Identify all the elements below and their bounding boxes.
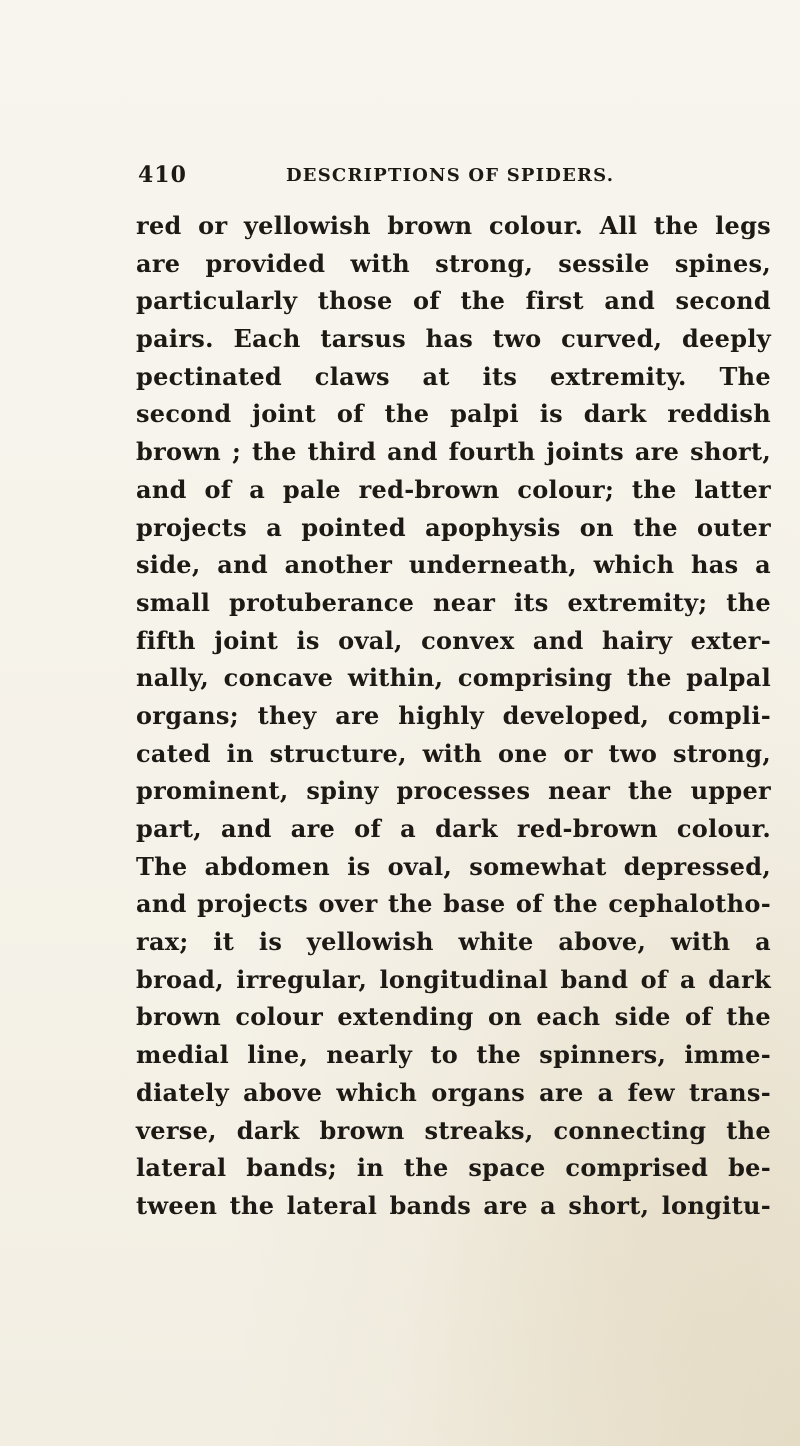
text-line: and of a pale red-brown colour; the latter	[136, 474, 771, 504]
text-line: and projects over the base of the cephalotho-	[136, 889, 771, 919]
text-line: cated in structure, with one or two strong,	[136, 738, 771, 768]
text-line: second joint of the palpi is dark reddish	[136, 399, 771, 429]
text-line: rax; it is yellowish white above, with a	[136, 927, 771, 957]
text-line: small protuberance near its extremity; the	[136, 587, 771, 617]
text-line: verse, dark brown streaks, connecting the	[136, 1115, 771, 1145]
running-head: DESCRIPTIONS OF SPIDERS.	[286, 165, 615, 186]
page-number: 410	[138, 162, 187, 188]
text-line: medial line, nearly to the spinners, imme-	[136, 1040, 771, 1070]
text-line: fifth joint is oval, convex and hairy exter-	[136, 625, 771, 655]
text-line: prominent, spiny processes near the upper	[136, 776, 771, 806]
text-line: red or yellowish brown colour. All the legs	[136, 211, 771, 240]
text-line: organs; they are highly developed, compli-	[136, 700, 771, 730]
text-line: projects a pointed apophysis on the outer	[136, 512, 771, 542]
text-line: pectinated claws at its extremity. The	[136, 361, 771, 391]
page-header	[138, 160, 738, 194]
text-line: pairs. Each tarsus has two curved, deeply	[136, 324, 771, 354]
text-line: lateral bands; in the space comprised be-	[136, 1153, 771, 1183]
text-line: tween the lateral bands are a short, longitu-	[136, 1190, 771, 1220]
text-line: are provided with strong, sessile spines,	[136, 248, 771, 278]
text-line: brown colour extending on each side of the	[136, 1002, 771, 1032]
text-line: diately above which organs are a few trans-	[136, 1077, 771, 1107]
text-line: nally, concave within, comprising the palpal	[136, 663, 771, 693]
text-line: side, and another underneath, which has a	[136, 550, 771, 580]
body-text	[136, 207, 771, 1225]
text-line: broad, irregular, longitudinal band of a dark	[136, 964, 771, 994]
text-line: particularly those of the first and second	[136, 286, 771, 316]
text-line: brown ; the third and fourth joints are short,	[136, 437, 771, 467]
text-line: part, and are of a dark red-brown colour.	[136, 814, 771, 843]
text-line: The abdomen is oval, somewhat depressed,	[136, 851, 771, 881]
